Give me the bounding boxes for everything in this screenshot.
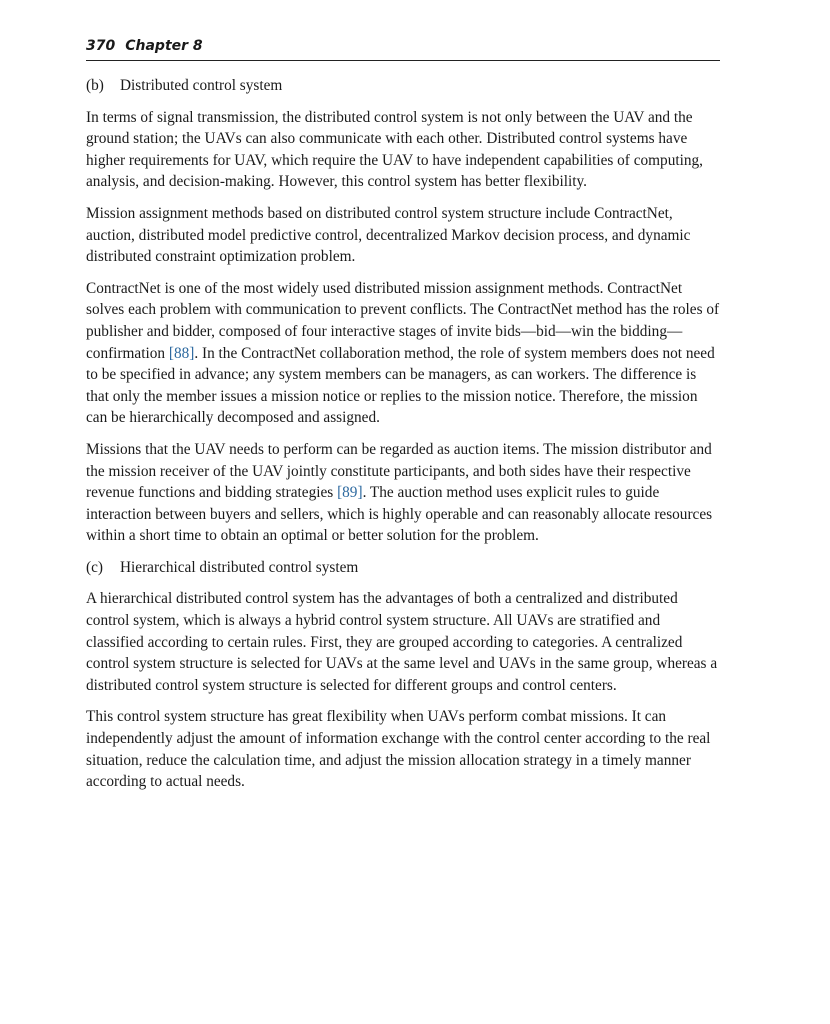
section-b-title: Distributed control system xyxy=(120,77,283,94)
section-c-title: Hierarchical distributed control system xyxy=(120,558,359,576)
paragraph-text: . In the ContractNet collaboration method, the role of system members does not need to be specified in advance; any system members can be managers, as can workers. The difference is that only the member issues a mission notice or replies to the mission notice. Therefore, the mission can be hierarchically decomposed and assigned. xyxy=(86,344,715,427)
paragraph: In terms of signal transmission, the distributed control system is not only between the UAV and the ground station; the UAVs can also communicate with each other. Distributed control systems have higher requirements for UAV, which require the UAV to have independent capabilities of computing, analysis, and decision-making. However, this control system has better flexibility. xyxy=(86,108,703,191)
citation-link[interactable]: [88] xyxy=(168,344,195,362)
running-header xyxy=(86,38,720,61)
paragraph xyxy=(86,278,720,429)
chapter-title: Chapter 8 xyxy=(125,38,203,54)
citation-link[interactable]: [89] xyxy=(337,484,363,502)
paragraph-text: . The auction method uses explicit rules to guide interaction between buyers and sellers, which is highly operable and can reasonably allocate resources within a short time to obtain an optimal or better solution for the problem. xyxy=(86,484,713,545)
paragraph: This control system structure has great flexibility when UAVs perform combat missions. It can independently adjust the amount of information exchange with the control center according to the real situation, reduce the calculation time, and adjust the mission allocation strategy in a timely manner according to actual needs. xyxy=(86,708,711,791)
paragraph: Mission assignment methods based on distributed control system structure include ContractNet, auction, distributed model predictive control, decentralized Markov decision process, and dynamic distributed constraint optimization problem. xyxy=(86,204,691,266)
body-text xyxy=(86,75,720,793)
section-b-label: (b) xyxy=(86,77,104,94)
section-c-label: (c) xyxy=(86,558,103,576)
section-b-heading xyxy=(86,75,720,97)
paragraph: A hierarchical distributed control system has the advantages of both a centralized and distributed control system, which is always a hybrid control system structure. All UAVs are stratified and classified according to certain rules. First, they are grouped according to categories. A centralized control system structure is selected for UAVs at the same level and UAVs in the same group, whereas a distributed control system structure is selected for different groups and control centers. xyxy=(86,590,718,694)
page-number: 370 xyxy=(86,38,116,54)
section-c-heading xyxy=(86,557,720,579)
paragraph-text: ContractNet is one of the most widely used distributed mission assignment methods. ContractNet solves each problem with communication to prevent conflicts. The ContractNet method has the roles of publisher and bidder, composed of four interactive stages of invite bids—bid—win the bidding—confirmation xyxy=(86,279,720,362)
paragraph xyxy=(86,439,720,547)
paragraph-text: Missions that the UAV needs to perform can be regarded as auction items. The mission distributor and the mission receiver of the UAV jointly constitute participants, and both sides have their respective revenue functions and bidding strategies xyxy=(86,440,712,502)
book-page xyxy=(86,38,720,803)
